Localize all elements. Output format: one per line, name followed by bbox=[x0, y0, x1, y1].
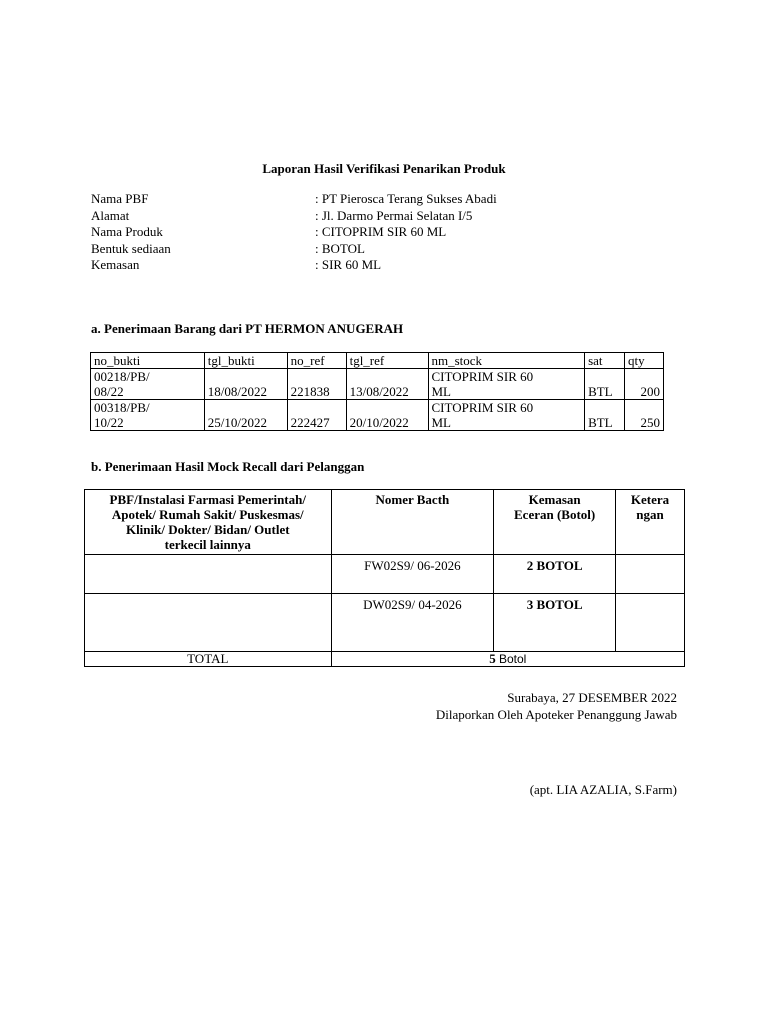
info-row-nama-pbf bbox=[91, 191, 497, 208]
info-value: : BOTOL bbox=[315, 240, 365, 256]
total-value-cell bbox=[331, 652, 684, 667]
table-header-row bbox=[91, 353, 664, 369]
cell-pbf bbox=[85, 555, 332, 594]
signature-reported-by: Dilaporkan Oleh Apoteker Penanggung Jawab bbox=[435, 707, 677, 722]
cell-nm-stock bbox=[428, 400, 585, 431]
cell-line: 10/22 bbox=[94, 415, 124, 430]
cell-pbf bbox=[85, 594, 332, 652]
cell-tgl-bukti: 25/10/2022 bbox=[204, 400, 287, 431]
table-row bbox=[85, 594, 685, 652]
header-line: Kemasan bbox=[528, 492, 581, 507]
cell-kemasan: 2 BOTOL bbox=[494, 555, 616, 594]
table-row bbox=[85, 555, 685, 594]
cell-line: ML bbox=[431, 384, 451, 399]
cell-no-bukti bbox=[91, 369, 205, 400]
total-row bbox=[85, 652, 685, 667]
cell-line: 00318/PB/ bbox=[94, 400, 150, 415]
signature-place-date: Surabaya, 27 DESEMBER 2022 bbox=[507, 690, 677, 705]
total-label: TOTAL bbox=[85, 652, 332, 667]
header-line: Ketera bbox=[630, 492, 670, 507]
header-line: ngan bbox=[636, 507, 664, 522]
cell-no-bukti bbox=[91, 400, 205, 431]
cell-line: CITOPRIM SIR 60 bbox=[431, 369, 534, 384]
cell-tgl-ref: 13/08/2022 bbox=[346, 369, 428, 400]
cell-qty: 200 bbox=[625, 369, 664, 400]
column-header: qty bbox=[625, 353, 664, 369]
info-value: : Jl. Darmo Permai Selatan I/5 bbox=[315, 207, 473, 223]
column-header: nm_stock bbox=[428, 353, 585, 369]
cell-line: 00218/PB/ bbox=[94, 369, 150, 384]
info-label: Nama Produk bbox=[91, 224, 163, 239]
header-line: Klinik/ Dokter/ Bidan/ Outlet bbox=[125, 522, 290, 537]
info-label: Bentuk sediaan bbox=[91, 240, 171, 256]
cell-tgl-bukti: 18/08/2022 bbox=[204, 369, 287, 400]
column-header: tgl_bukti bbox=[204, 353, 287, 369]
cell-qty: 250 bbox=[625, 400, 664, 431]
column-header-kemasan bbox=[494, 490, 616, 555]
cell-sat: BTL bbox=[585, 369, 625, 400]
cell-kemasan: 3 BOTOL bbox=[494, 594, 616, 652]
cell-sat: BTL bbox=[585, 400, 625, 431]
cell-no-ref: 221838 bbox=[287, 369, 346, 400]
product-info bbox=[91, 191, 497, 274]
header-line: Eceran (Botol) bbox=[514, 507, 596, 522]
table-row bbox=[91, 400, 664, 431]
column-header: tgl_ref bbox=[346, 353, 428, 369]
cell-line: ML bbox=[431, 415, 451, 430]
total-unit: Botol bbox=[498, 652, 527, 666]
total-value: 5 bbox=[489, 651, 496, 666]
document-title: Laporan Hasil Verifikasi Penarikan Produk bbox=[262, 161, 506, 176]
info-row-kemasan bbox=[91, 257, 497, 274]
cell-no-ref: 222427 bbox=[287, 400, 346, 431]
cell-line: CITOPRIM SIR 60 bbox=[431, 400, 534, 415]
cell-batch: FW02S9/ 06-2026 bbox=[331, 555, 494, 594]
info-row-nama-produk bbox=[91, 224, 497, 241]
info-value: : CITOPRIM SIR 60 ML bbox=[315, 224, 447, 239]
cell-batch: DW02S9/ 04-2026 bbox=[331, 594, 494, 652]
signature-name: (apt. LIA AZALIA, S.Farm) bbox=[529, 782, 677, 797]
header-line: Apotek/ Rumah Sakit/ Puskesmas/ bbox=[111, 507, 304, 522]
info-label: Alamat bbox=[91, 207, 130, 223]
column-header: no_bukti bbox=[91, 353, 205, 369]
cell-line: 08/22 bbox=[94, 384, 124, 399]
cell-keterangan bbox=[616, 594, 685, 652]
table-header-row bbox=[85, 490, 685, 555]
info-value: : PT Pierosca Terang Sukses Abadi bbox=[315, 191, 497, 206]
header-line: PBF/Instalasi Farmasi Pemerintah/ bbox=[109, 492, 306, 507]
section-a-heading: a. Penerimaan Barang dari PT HERMON ANUGERAH bbox=[91, 321, 404, 336]
section-b-heading: b. Penerimaan Hasil Mock Recall dari Pelanggan bbox=[91, 459, 365, 474]
info-row-alamat bbox=[91, 208, 497, 225]
column-header-keterangan bbox=[616, 490, 685, 555]
header-line: terkecil lainnya bbox=[164, 537, 251, 552]
info-label: Kemasan bbox=[91, 257, 140, 272]
info-value: : SIR 60 ML bbox=[315, 257, 382, 272]
cell-keterangan bbox=[616, 555, 685, 594]
cell-tgl-ref: 20/10/2022 bbox=[346, 400, 428, 431]
info-label: Nama PBF bbox=[91, 191, 149, 206]
mock-recall-table bbox=[84, 489, 685, 667]
cell-nm-stock bbox=[428, 369, 585, 400]
column-header-batch: Nomer Bacth bbox=[331, 490, 494, 555]
table-row bbox=[91, 369, 664, 400]
column-header: no_ref bbox=[287, 353, 346, 369]
column-header: sat bbox=[585, 353, 625, 369]
receipt-table bbox=[90, 352, 664, 431]
column-header-pbf bbox=[85, 490, 332, 555]
info-row-bentuk-sediaan bbox=[91, 241, 497, 258]
